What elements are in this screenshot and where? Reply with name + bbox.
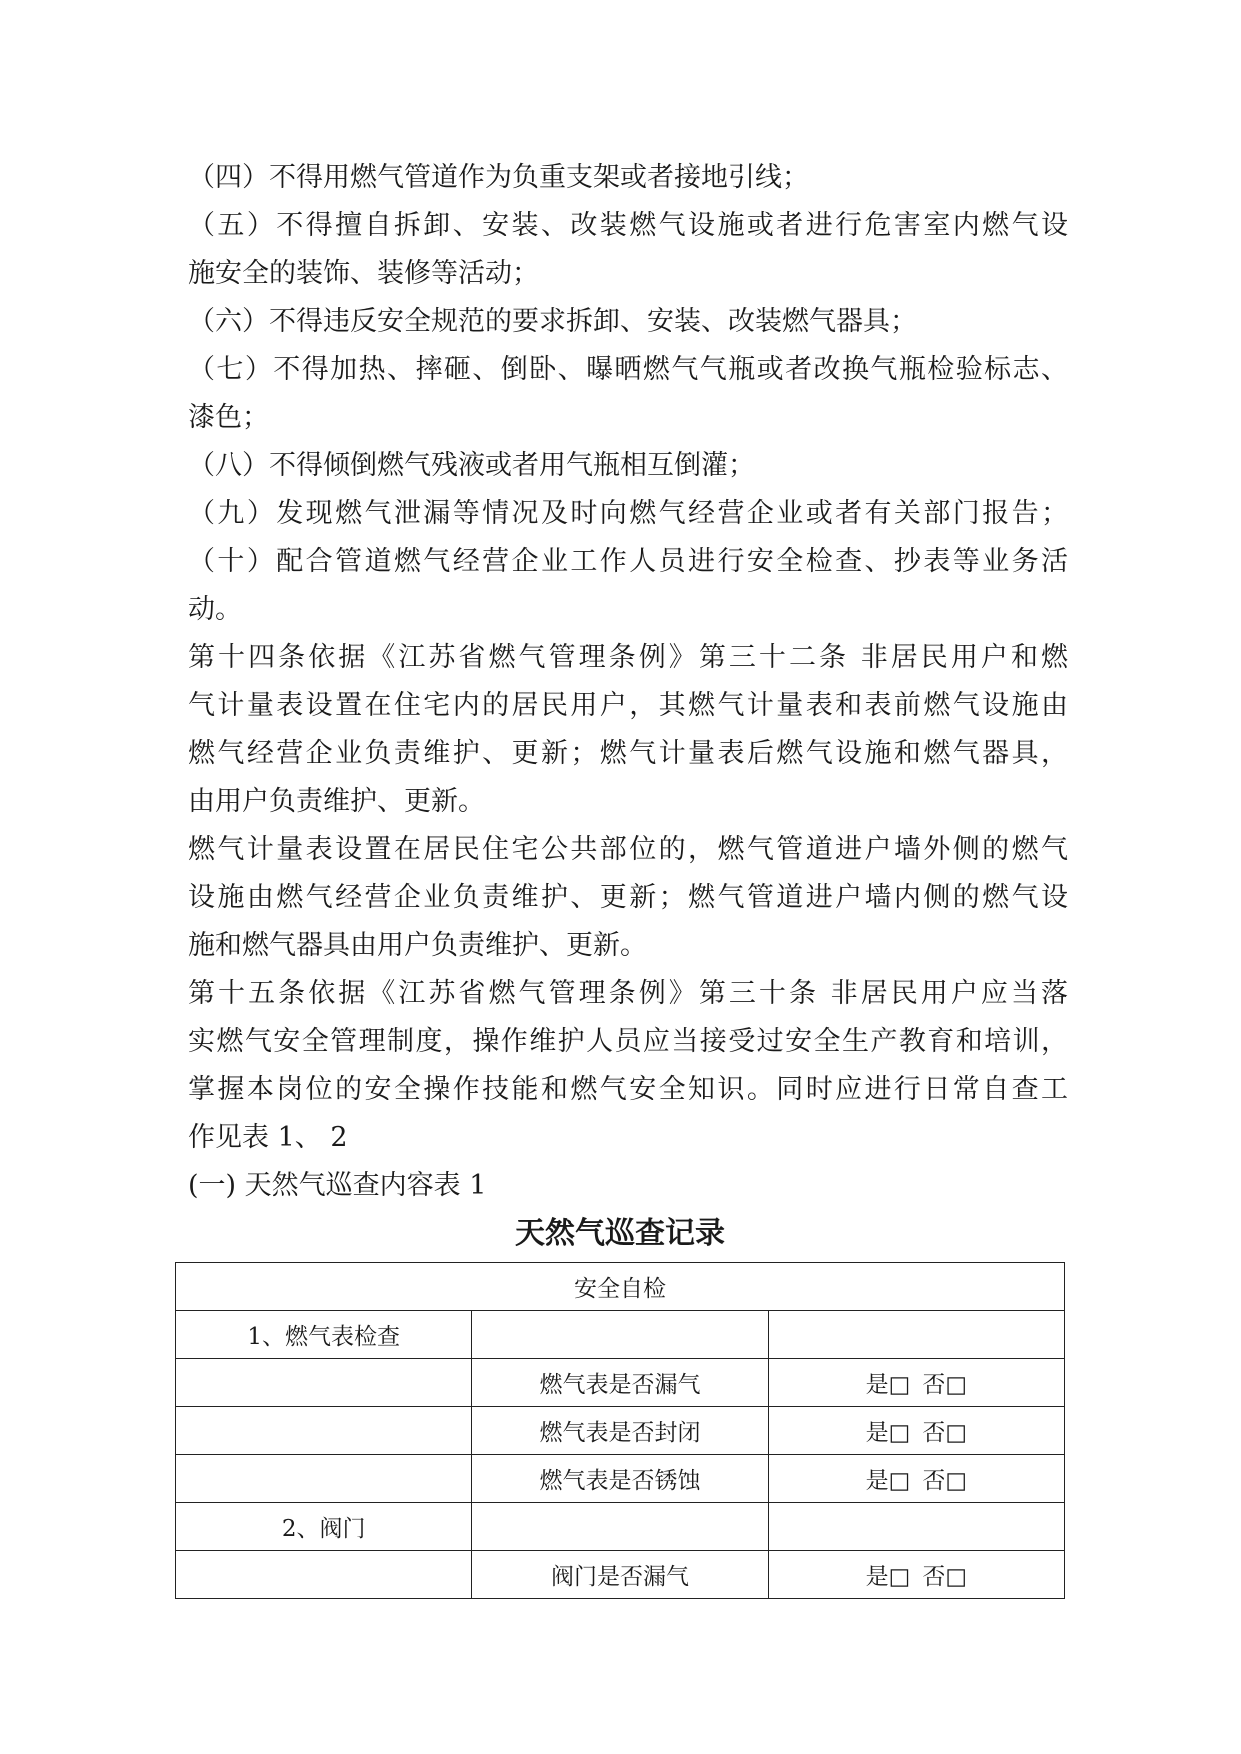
- empty-cell: [768, 1311, 1064, 1359]
- yes-checkbox[interactable]: 是□: [865, 1372, 911, 1398]
- text-line: 设施由燃气经营企业负责维护、更新；燃气管道进户墙内侧的燃气设: [188, 882, 1068, 913]
- section-label: 2、阀门: [176, 1503, 472, 1551]
- no-checkbox[interactable]: 否□: [922, 1372, 968, 1398]
- empty-cell: [472, 1503, 768, 1551]
- text-line: 燃气计量表设置在居民住宅公共部位的，燃气管道进户墙外侧的燃气: [188, 834, 1068, 865]
- text-line: （五）不得擅自拆卸、安装、改装燃气设施或者进行危害室内燃气设: [188, 210, 1068, 241]
- text-line: 漆色；: [188, 402, 269, 433]
- text-line: 动。: [188, 594, 242, 625]
- yes-checkbox[interactable]: 是□: [865, 1468, 911, 1494]
- table-header-cell: 安全自检: [176, 1263, 1065, 1311]
- yes-no-options: [768, 1455, 1064, 1503]
- text-line: （六）不得违反安全规范的要求拆卸、安装、改装燃气器具；: [188, 306, 917, 337]
- text-line: 施和燃气器具由用户负责维护、更新。: [188, 930, 647, 961]
- section-row: [176, 1311, 1065, 1359]
- text-line: 掌握本岗位的安全操作技能和燃气安全知识。同时应进行日常自查工: [188, 1074, 1068, 1105]
- yes-checkbox[interactable]: 是□: [865, 1564, 911, 1590]
- empty-cell: [176, 1455, 472, 1503]
- table-header-row: [176, 1263, 1065, 1311]
- empty-cell: [472, 1311, 768, 1359]
- text-line: (一) 天然气巡查内容表 1: [188, 1170, 487, 1201]
- item-label: 燃气表是否封闭: [472, 1407, 768, 1455]
- table-title: 天然气巡查记录: [515, 1216, 725, 1251]
- empty-cell: [176, 1551, 472, 1599]
- item-row: [176, 1407, 1065, 1455]
- text-line: （四）不得用燃气管道作为负重支架或者接地引线；: [188, 162, 809, 193]
- text-line: （九）发现燃气泄漏等情况及时向燃气经营企业或者有关部门报告；: [188, 498, 1068, 529]
- yes-checkbox[interactable]: 是□: [865, 1420, 911, 1446]
- item-row: [176, 1455, 1065, 1503]
- no-checkbox[interactable]: 否□: [922, 1420, 968, 1446]
- item-row: [176, 1359, 1065, 1407]
- item-label: 阀门是否漏气: [472, 1551, 768, 1599]
- no-checkbox[interactable]: 否□: [922, 1564, 968, 1590]
- section-row: [176, 1503, 1065, 1551]
- yes-no-options: [768, 1407, 1064, 1455]
- no-checkbox[interactable]: 否□: [922, 1468, 968, 1494]
- text-line: 第十五条依据《江苏省燃气管理条例》第三十条 非居民用户应当落: [188, 978, 1068, 1009]
- text-line: 第十四条依据《江苏省燃气管理条例》第三十二条 非居民用户和燃: [188, 642, 1068, 673]
- empty-cell: [768, 1503, 1064, 1551]
- text-line: 燃气经营企业负责维护、更新；燃气计量表后燃气设施和燃气器具，: [188, 738, 1068, 769]
- empty-cell: [176, 1407, 472, 1455]
- text-line: （十）配合管道燃气经营企业工作人员进行安全检查、抄表等业务活: [188, 546, 1068, 577]
- text-line: 作见表 1、 2: [188, 1122, 348, 1153]
- text-line: （八）不得倾倒燃气残液或者用气瓶相互倒灌；: [188, 450, 755, 481]
- text-line: 实燃气安全管理制度，操作维护人员应当接受过安全生产教育和培训，: [188, 1026, 1068, 1057]
- item-label: 燃气表是否锈蚀: [472, 1455, 768, 1503]
- text-line: （七）不得加热、摔砸、倒卧、曝晒燃气气瓶或者改换气瓶检验标志、: [188, 354, 1068, 385]
- item-row: [176, 1551, 1065, 1599]
- text-line: 气计量表设置在住宅内的居民用户，其燃气计量表和表前燃气设施由: [188, 690, 1068, 721]
- item-label: 燃气表是否漏气: [472, 1359, 768, 1407]
- text-line: 由用户负责维护、更新。: [188, 786, 485, 817]
- empty-cell: [176, 1359, 472, 1407]
- yes-no-options: [768, 1359, 1064, 1407]
- section-label: 1、燃气表检查: [176, 1311, 472, 1359]
- body-text: [188, 154, 1068, 1210]
- text-line: 施安全的装饰、装修等活动；: [188, 258, 539, 289]
- yes-no-options: [768, 1551, 1064, 1599]
- inspection-table: [175, 1262, 1065, 1599]
